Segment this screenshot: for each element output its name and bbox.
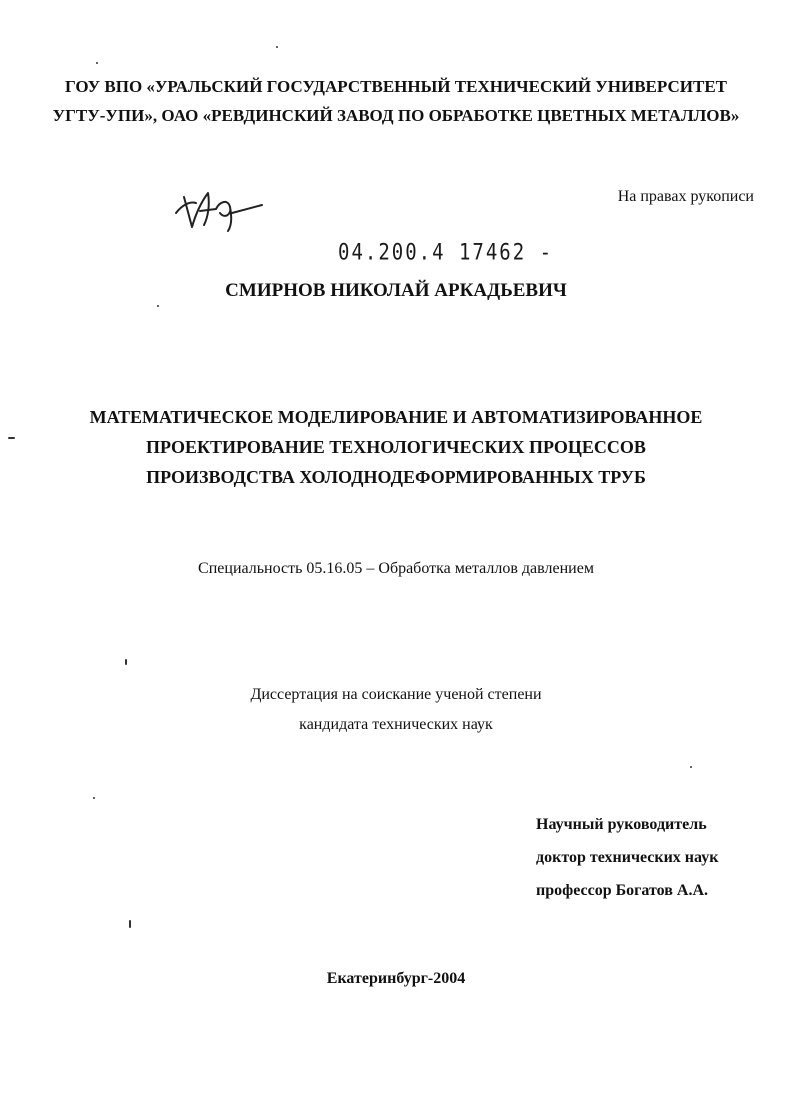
advisor-line-3: профессор Богатов А.А. bbox=[536, 882, 709, 899]
rights-note: На правах рукописи bbox=[617, 188, 754, 205]
title-line-1: МАТЕМАТИЧЕСКОЕ МОДЕЛИРОВАНИЕ И АВТОМАТИЗИРОВАННОЕ bbox=[89, 407, 703, 427]
institution-line-1: ГОУ ВПО «УРАЛЬСКИЙ ГОСУДАРСТВЕННЫЙ ТЕХНИЧЕСКИЙ УНИВЕРСИТЕТ bbox=[65, 77, 727, 96]
scan-speck bbox=[276, 46, 278, 48]
dissertation-title bbox=[0, 402, 792, 492]
scan-speck bbox=[157, 305, 159, 307]
scan-speck bbox=[93, 797, 95, 799]
degree-statement bbox=[0, 680, 792, 740]
advisor-line-2: доктор технических наук bbox=[536, 849, 719, 866]
specialty: Специальность 05.16.05 – Обработка металлов давлением bbox=[198, 560, 594, 577]
scan-speck bbox=[8, 437, 15, 439]
degree-line-1: Диссертация на соискание ученой степени bbox=[250, 686, 542, 703]
advisor-line-1: Научный руководитель bbox=[536, 816, 707, 833]
city-year: Екатеринбург-2004 bbox=[326, 970, 466, 987]
scientific-advisor bbox=[536, 808, 718, 907]
scan-speck bbox=[690, 766, 692, 768]
author-name: СМИРНОВ НИКОЛАЙ АРКАДЬЕВИЧ bbox=[225, 280, 567, 301]
title-line-2: ПРОЕКТИРОВАНИЕ ТЕХНОЛОГИЧЕСКИХ ПРОЦЕССОВ bbox=[146, 437, 646, 457]
scan-speck bbox=[129, 920, 131, 928]
institution-line-2: УГТУ-УПИ», ОАО «РЕВДИНСКИЙ ЗАВОД ПО ОБРАБОТКЕ ЦВЕТНЫХ МЕТАЛЛОВ» bbox=[52, 106, 740, 125]
scan-speck bbox=[96, 62, 98, 64]
title-line-3: ПРОИЗВОДСТВА ХОЛОДНОДЕФОРМИРОВАННЫХ ТРУБ bbox=[146, 467, 646, 487]
handwritten-signature bbox=[172, 183, 268, 235]
scan-speck bbox=[125, 659, 127, 665]
degree-line-2: кандидата технических наук bbox=[299, 716, 493, 733]
stamp-number: 04.200.4 17462 - bbox=[338, 240, 554, 266]
institution-header bbox=[0, 72, 792, 130]
